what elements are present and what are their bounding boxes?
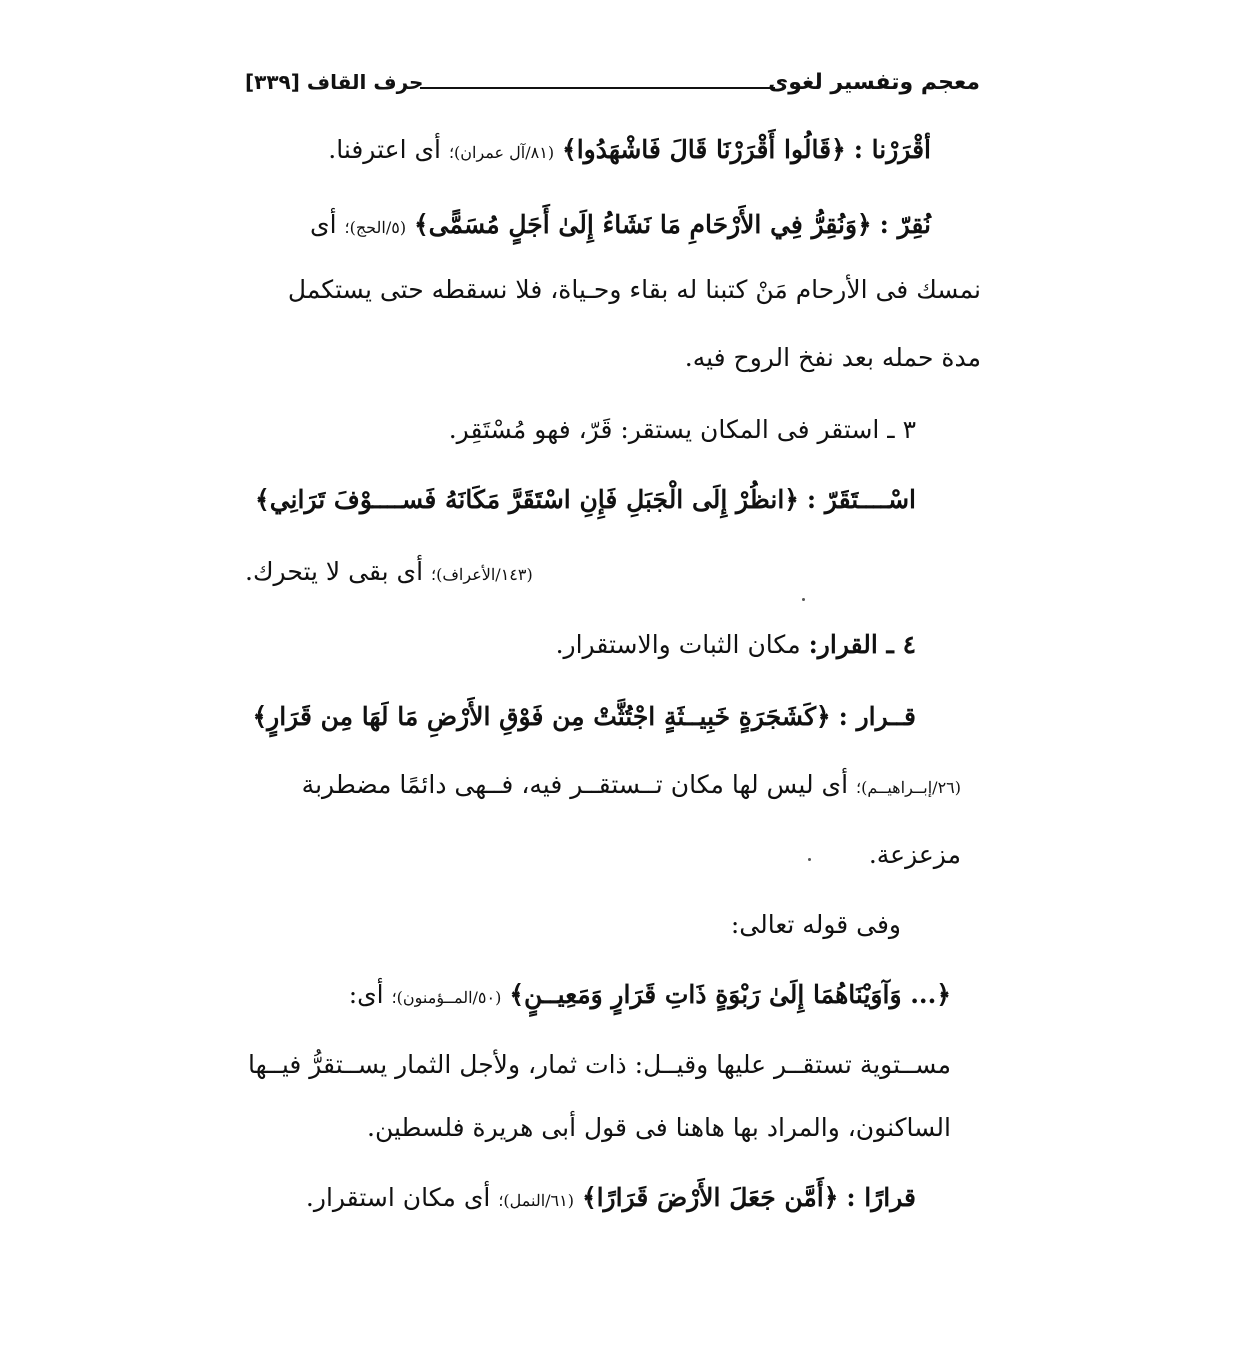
section-heading-4 xyxy=(556,625,916,665)
entry-rabwa xyxy=(349,975,951,1018)
entry-term: قــرار : xyxy=(838,702,916,731)
quran-verse: أَمَّن جَعَلَ الأَرْضَ قَرَارًا xyxy=(596,1183,824,1212)
verse-reference: (٨١/آل عمران)؛ xyxy=(448,143,555,162)
entry-rabwa-gloss-line: مســتوية تستقــر عليها وقيــل: ذات ثمار، ولأجل الثمار يســتقرُّ فيــها xyxy=(248,1050,951,1079)
scan-speck xyxy=(802,598,805,601)
quran-bracket-close: ﴾ xyxy=(581,1183,597,1212)
heading-term: ٤ ـ القرار: xyxy=(808,630,916,659)
book-title: معجم وتفسير لغوى xyxy=(768,70,980,95)
entry-term: نُقِرّ : xyxy=(879,210,931,239)
verse-reference: (٥/الحج)؛ xyxy=(344,218,407,237)
entry-gloss: أى اعترفنا. xyxy=(328,135,441,164)
entry-term: قرارًا : xyxy=(846,1183,916,1212)
entry-nuqirr-gloss-line: نمسك فى الأرحام مَنْ كتبنا له بقاء وحـياة، فلا نسقطه حتى يستكمل xyxy=(287,275,981,304)
entry-qararan xyxy=(306,1178,916,1221)
quran-verse: قَالُوا أَقْرَرْنَا قَالَ فَاشْهَدُوا xyxy=(576,135,832,164)
section-heading-3: ٣ ـ استقر فى المكان يستقر: قَرّ، فهو مُسْتَقِر. xyxy=(448,415,916,444)
entry-qarar-gloss-line: مزعزعة. xyxy=(868,840,961,869)
verse-reference: (١٤٣/الأعراف)؛ xyxy=(431,565,533,584)
scan-speck xyxy=(808,858,811,861)
chapter-page-number: حرف القاف [٣٣٩] xyxy=(245,70,424,94)
entry-term: اسْــــتَقَرّ : xyxy=(806,485,916,514)
entry-rabwa-gloss-line: الساكنون، والمراد بها هاهنا فى قول أبى هريرة فلسطين. xyxy=(367,1113,951,1142)
verse-reference: (٥٠/المــؤمنون)؛ xyxy=(391,988,502,1007)
quran-bracket-close: ﴾ xyxy=(562,135,577,164)
intro-line: وفى قوله تعالى: xyxy=(730,910,901,939)
quran-bracket-open: ﴿ xyxy=(857,210,872,239)
quran-bracket-close: ﴾ xyxy=(509,980,524,1009)
verse-reference: (٦١/النمل)؛ xyxy=(498,1191,574,1210)
quran-bracket-open: ﴿ xyxy=(831,135,846,164)
entry-nuqirr-gloss-line: مدة حمله بعد نفخ الروح فيه. xyxy=(684,343,981,372)
quran-verse: انظُرْ إِلَى الْجَبَلِ فَإِنِ اسْتَقَرَّ مَكَانَهُ فَســــوْفَ تَرَانِي xyxy=(269,485,785,514)
header-rule xyxy=(420,87,775,89)
page-header xyxy=(245,70,980,110)
quran-bracket-close: ﴾ xyxy=(255,485,270,514)
quran-verse: ... وَآوَيْنَاهُمَا إِلَىٰ رَبْوَةٍ ذَاتِ قَرَارٍ وَمَعِيــنٍ xyxy=(523,980,937,1009)
quran-bracket-open: ﴿ xyxy=(784,485,799,514)
entry-gloss: أى بقى لا يتحرك. xyxy=(245,557,424,586)
quran-bracket-close: ﴾ xyxy=(252,702,268,731)
verse-reference: (٢٦/إبــراهيــم)؛ xyxy=(856,778,961,797)
entry-istaqarra-gloss-line xyxy=(245,552,533,595)
quran-bracket-open: ﴿ xyxy=(823,1183,839,1212)
entry-aqrarna xyxy=(328,130,931,173)
entry-nuqirr xyxy=(310,205,931,248)
quran-verse: كَشَجَرَةٍ خَبِيــثَةٍ اجْتُثَّتْ مِن فَوْقِ الأَرْضِ مَا لَهَا مِن قَرَارٍ xyxy=(267,702,817,731)
entry-qarar-gloss-line xyxy=(302,765,961,808)
entry-qarar xyxy=(253,697,917,737)
quran-verse: وَنُقِرُّ فِي الأَرْحَامِ مَا نَشَاءُ إِلَىٰ أَجَلٍ مُسَمًّى xyxy=(428,210,858,239)
entry-istaqarra xyxy=(255,480,916,520)
entry-gloss: أى: xyxy=(348,980,384,1009)
heading-text: مكان الثبات والاستقرار. xyxy=(555,630,801,659)
entry-gloss: أى مكان استقرار. xyxy=(305,1183,491,1212)
quran-bracket-open: ﴿ xyxy=(816,702,831,731)
quran-bracket-open: ﴿ xyxy=(936,980,951,1009)
entry-term: أقْرَرْنا : xyxy=(853,135,931,164)
entry-gloss: أى ليس لها مكان تــستقــر فيه، فــهى دائمًا مضطربة xyxy=(301,770,849,799)
entry-gloss: أى xyxy=(310,210,337,239)
quran-bracket-close: ﴾ xyxy=(414,210,429,239)
